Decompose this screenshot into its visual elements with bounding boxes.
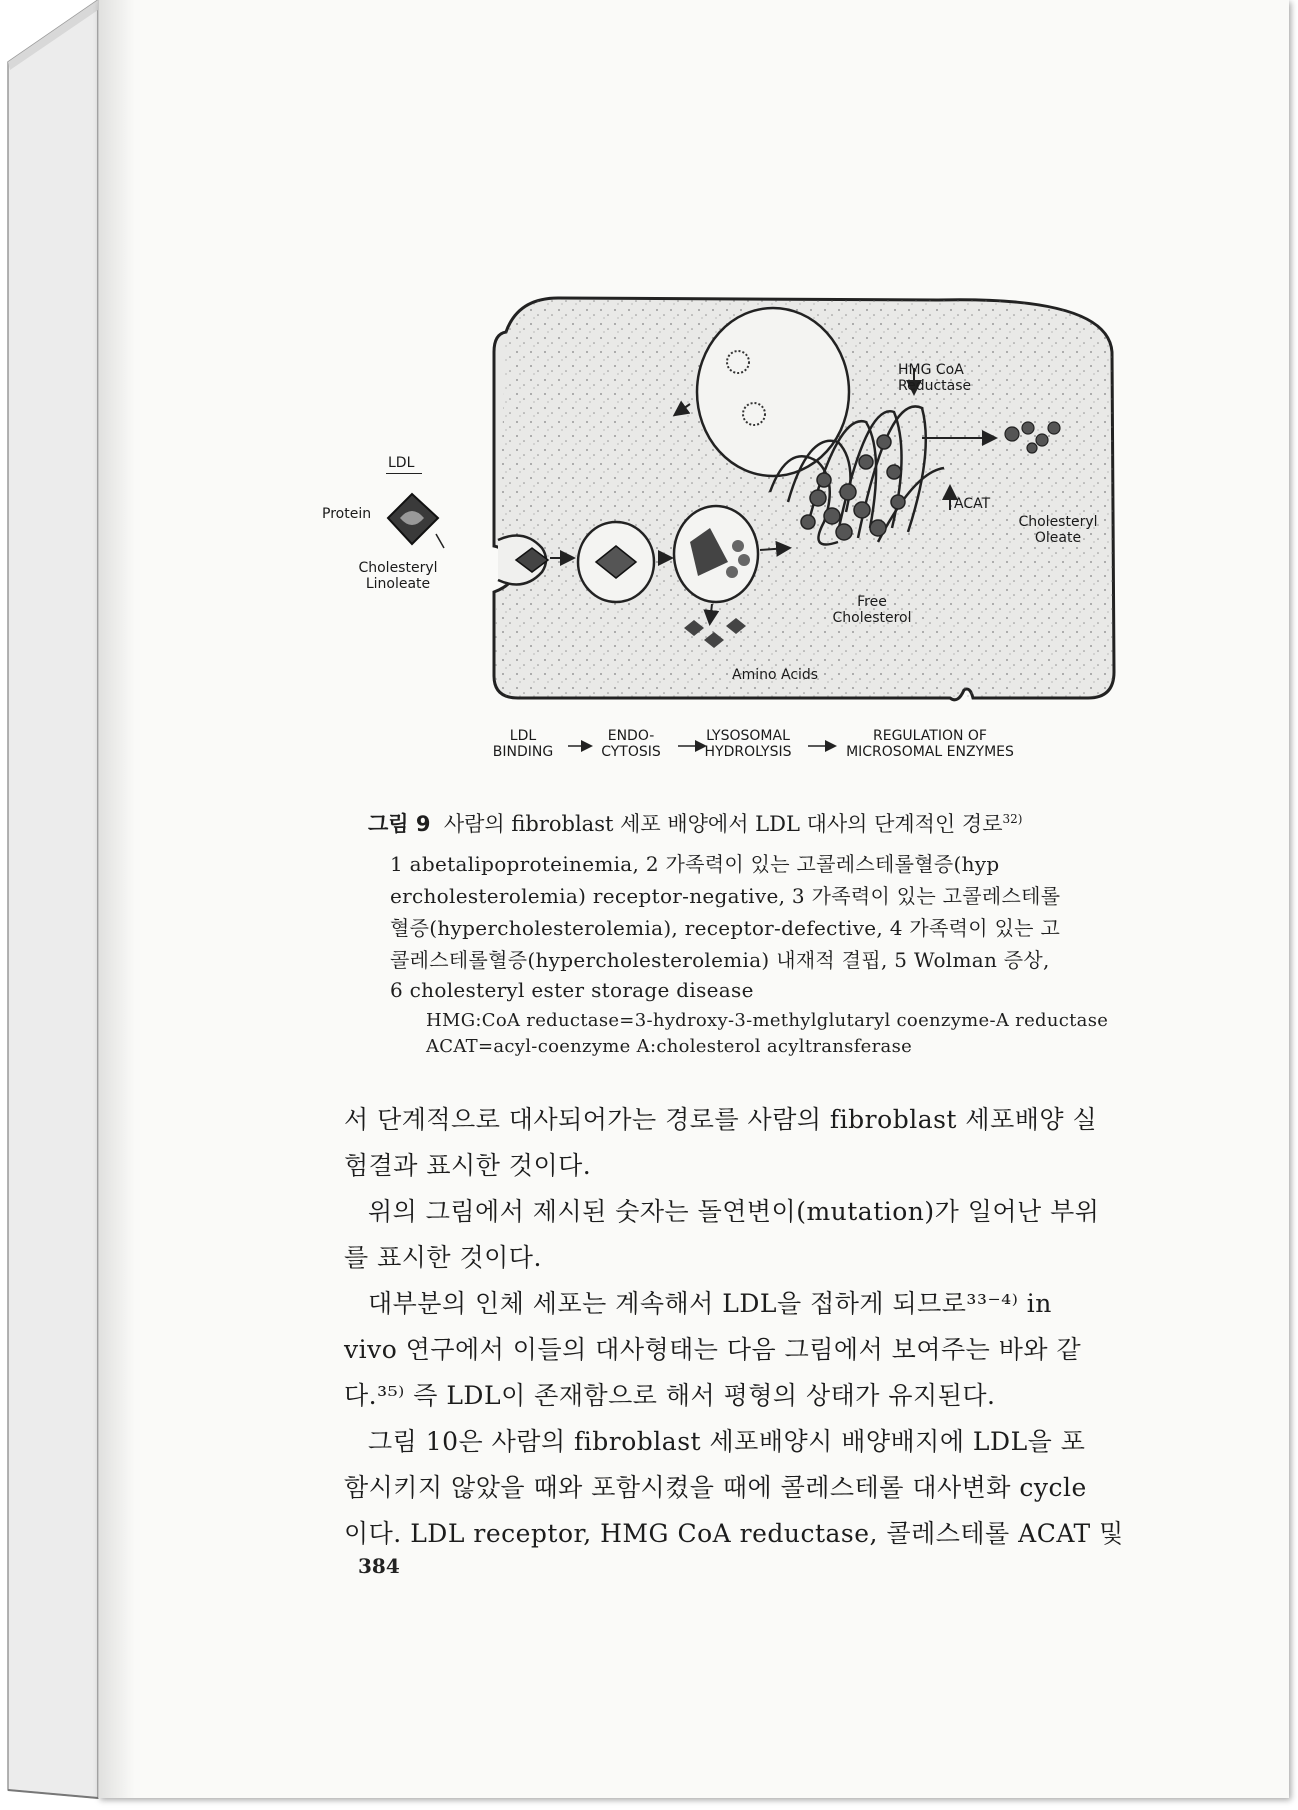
step-3-line-2: HYDROLYSIS — [704, 744, 792, 760]
body-line: 다.³⁵⁾ 즉 LDL이 존재함으로 해서 평형의 상태가 유지된다. — [344, 1381, 996, 1410]
caption-line-4: 콜레스테롤혈증(hypercholesterolemia) 내재적 결핍, 5 Wolman 증상, — [390, 948, 1050, 972]
acat-label: ACAT — [954, 496, 991, 512]
ldl-label: LDL — [388, 455, 415, 471]
body-line: 험결과 표시한 것이다. — [344, 1151, 592, 1180]
body-line: 그림 10은 사람의 fibroblast 세포배양시 배양배지에 LDL을 포 — [368, 1427, 1086, 1456]
figure-ldl-pathway — [318, 292, 1130, 772]
hmg-coa-line-2: Reductase — [898, 378, 972, 394]
page-number: 384 — [358, 1554, 400, 1578]
free-cholesterol-line-2: Cholesterol — [832, 610, 912, 626]
step-3-line-1: LYSOSOMAL — [706, 728, 790, 744]
caption-line-5: 6 cholesteryl ester storage disease — [390, 978, 754, 1002]
caption-line-3: 혈증(hypercholesterolemia), receptor-defective, 4 가족력이 있는 고 — [390, 916, 1061, 940]
body-line: 위의 그림에서 제시된 숫자는 돌연변이(mutation)가 일어난 부위 — [368, 1197, 1100, 1226]
caption-abbrev-1: HMG:CoA reductase=3-hydroxy-3-methylglutaryl coenzyme-A reductase — [426, 1010, 1109, 1031]
step-4-line-2: MICROSOMAL ENZYMES — [846, 744, 1014, 760]
step-arrows — [318, 292, 1130, 772]
cholesteryl-linoleate-line-2: Linoleate — [365, 576, 431, 592]
caption-reference: 32) — [1002, 812, 1023, 826]
body-line: 대부분의 인체 세포는 계속해서 LDL을 접하게 되므로³³⁻⁴⁾ in — [368, 1289, 1052, 1318]
step-1-line-1: LDL — [509, 728, 537, 744]
step-2-line-1: ENDO- — [607, 728, 655, 744]
page-fold-shadow — [99, 0, 135, 1798]
body-line: vivo 연구에서 이들의 대사형태는 다음 그림에서 보여주는 바와 같 — [344, 1335, 1082, 1364]
caption-title — [368, 808, 1022, 838]
caption-figure-number: 그림 9 — [368, 812, 431, 836]
protein-label: Protein — [322, 506, 372, 522]
body-line: 이다. LDL receptor, HMG CoA reductase, 콜레스테롤 ACAT 및 — [344, 1519, 1124, 1548]
caption-title-text: 사람의 fibroblast 세포 배양에서 LDL 대사의 단계적인 경로 — [443, 812, 1003, 836]
body-line: 를 표시한 것이다. — [344, 1243, 542, 1272]
step-4-line-1: REGULATION OF — [873, 728, 987, 744]
cholesteryl-oleate-line-1: Cholesteryl — [1018, 514, 1098, 530]
caption-abbrev-2: ACAT=acyl-coenzyme A:cholesterol acyltransferase — [426, 1036, 913, 1057]
cholesteryl-linoleate-line-1: Cholesteryl — [358, 560, 438, 576]
body-line: 서 단계적으로 대사되어가는 경로를 사람의 fibroblast 세포배양 실 — [344, 1105, 1098, 1134]
step-1-line-2: BINDING — [492, 744, 554, 760]
step-2-line-2: CYTOSIS — [601, 744, 661, 760]
cholesteryl-oleate-line-2: Oleate — [1034, 530, 1082, 546]
caption-line-1: 1 abetalipoproteinemia, 2 가족력이 있는 고콜레스테롤혈증(hyp — [390, 852, 1000, 876]
caption-line-2: ercholesterolemia) receptor-negative, 3 가족력이 있는 고콜레스테롤 — [390, 884, 1061, 908]
free-cholesterol-line-1: Free — [857, 594, 887, 610]
body-line: 함시키지 않았을 때와 포함시켰을 때에 콜레스테롤 대사변화 cycle — [344, 1473, 1087, 1502]
hmg-coa-line-1: HMG CoA — [898, 362, 964, 378]
amino-acids-label: Amino Acids — [732, 667, 819, 683]
